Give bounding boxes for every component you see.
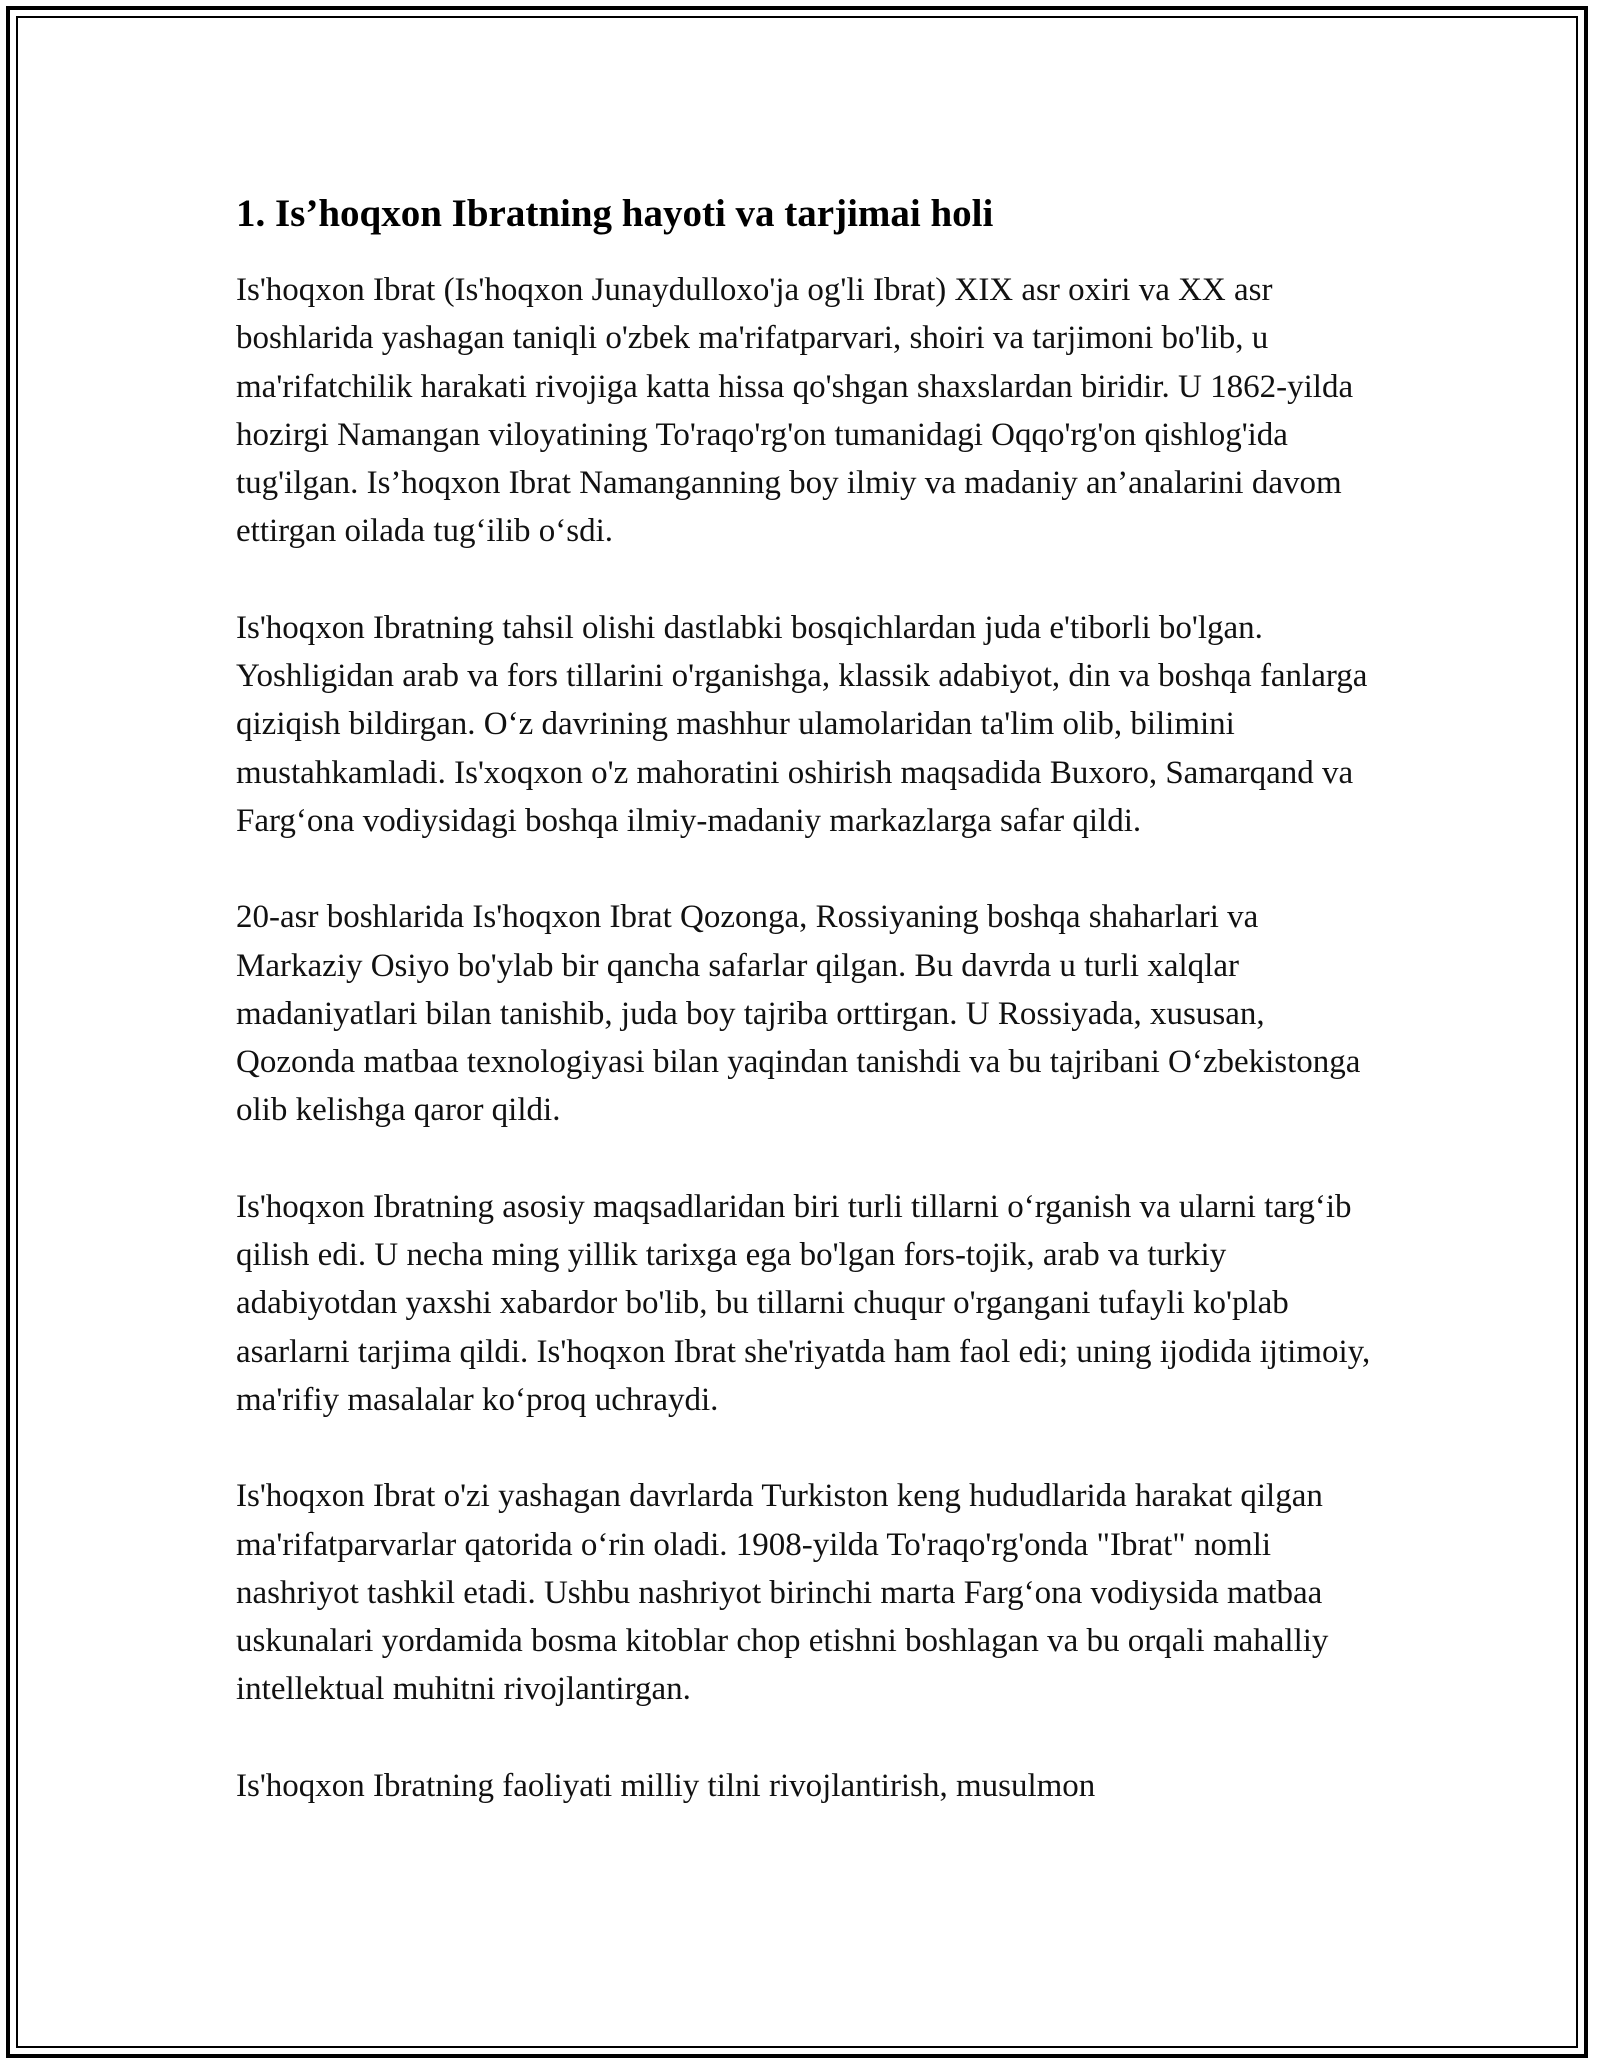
paragraph-4: Is'hoqxon Ibratning asosiy maqsadlaridan biri turli tillarni o‘rganish va ularni targ‘ib qilish edi. U necha ming yillik tarixga ega bo'lgan fors-tojik, arab va turkiy adabiyotdan yaxshi xabardor bo'lib, bu tillarni chuqur o'rgangani tufayli ko'plab asarlarni tarjima qildi. Is'hoqxon Ibrat she'riyatda ham faol edi; uning ijodida ijtimoiy, ma'rifiy masalalar ko‘proq uchraydi. [236, 1188, 1371, 1418]
paragraph-2: Is'hoqxon Ibratning tahsil olishi dastlabki bosqichlardan juda e'tiborli bo'lgan. Yoshligidan arab va fors tillarini o'rganishga, klassik adabiyot, din va boshqa fanlarga qiziqish bildirgan. O‘z davrining mashhur ulamolaridan ta'lim olib, bilimini mustahkamladi. Is'xoqxon o'z mahoratini oshirish maqsadida Buxoro, Samarqand va Farg‘ona vodiysidagi boshqa ilmiy-madaniy markazlarga safar qildi. [236, 609, 1368, 839]
paragraph-3: 20-asr boshlarida Is'hoqxon Ibrat Qozonga, Rossiyaning boshqa shaharlari va Markaziy Osiyo bo'ylab bir qancha safarlar qilgan. Bu davrda u turli xalqlar madaniyatlari bilan tanishib, juda boy tajriba orttirgan. U Rossiyada, xususan, Qozonda matbaa texnologiyasi bilan yaqindan tanishdi va bu tajribani O‘zbekistonga olib kelishga qaror qildi. [236, 899, 1361, 1129]
paragraph-6: Is'hoqxon Ibratning faoliyati milliy tilni rivojlantirish, musulmon [236, 1767, 1096, 1804]
paragraph-1: Is'hoqxon Ibrat (Is'hoqxon Junaydulloxo'ja og'li Ibrat) XIX asr oxiri va XX asr boshlarida yashagan taniqli o'zbek ma'rifatparvari, shoiri va tarjimoni bo'lib, u ma'rifatchilik harakati rivojiga katta hissa qo'shgan shaxslardan biridir. U 1862-yilda hozirgi Namangan viloyatining To'raqo'rg'on tumanidagi Oqqo'rg'on qishlog'ida tug'ilgan. Is’hoqxon Ibrat Namanganning boy ilmiy va madaniy an’analarini davom ettirgan oilada tug‘ilib o‘sdi. [236, 272, 1354, 550]
document-body [236, 186, 1376, 1810]
paragraph-5: Is'hoqxon Ibrat o'zi yashagan davrlarda Turkiston keng hududlarida harakat qilgan ma'rifatparvarlar qatorida o‘rin oladi. 1908-yilda To'raqo'rg'onda "Ibrat" nomli nashriyot tashkil etadi. Ushbu nashriyot birinchi marta Farg‘ona vodiysida matbaa uskunalari yordamida bosma kitoblar chop etishni boshlagan va bu orqali mahalliy intellektual muhitni rivojlantirgan. [236, 1478, 1329, 1708]
section-heading: 1. Is’hoqxon Ibratning hayoti va tarjimai holi [236, 192, 994, 235]
